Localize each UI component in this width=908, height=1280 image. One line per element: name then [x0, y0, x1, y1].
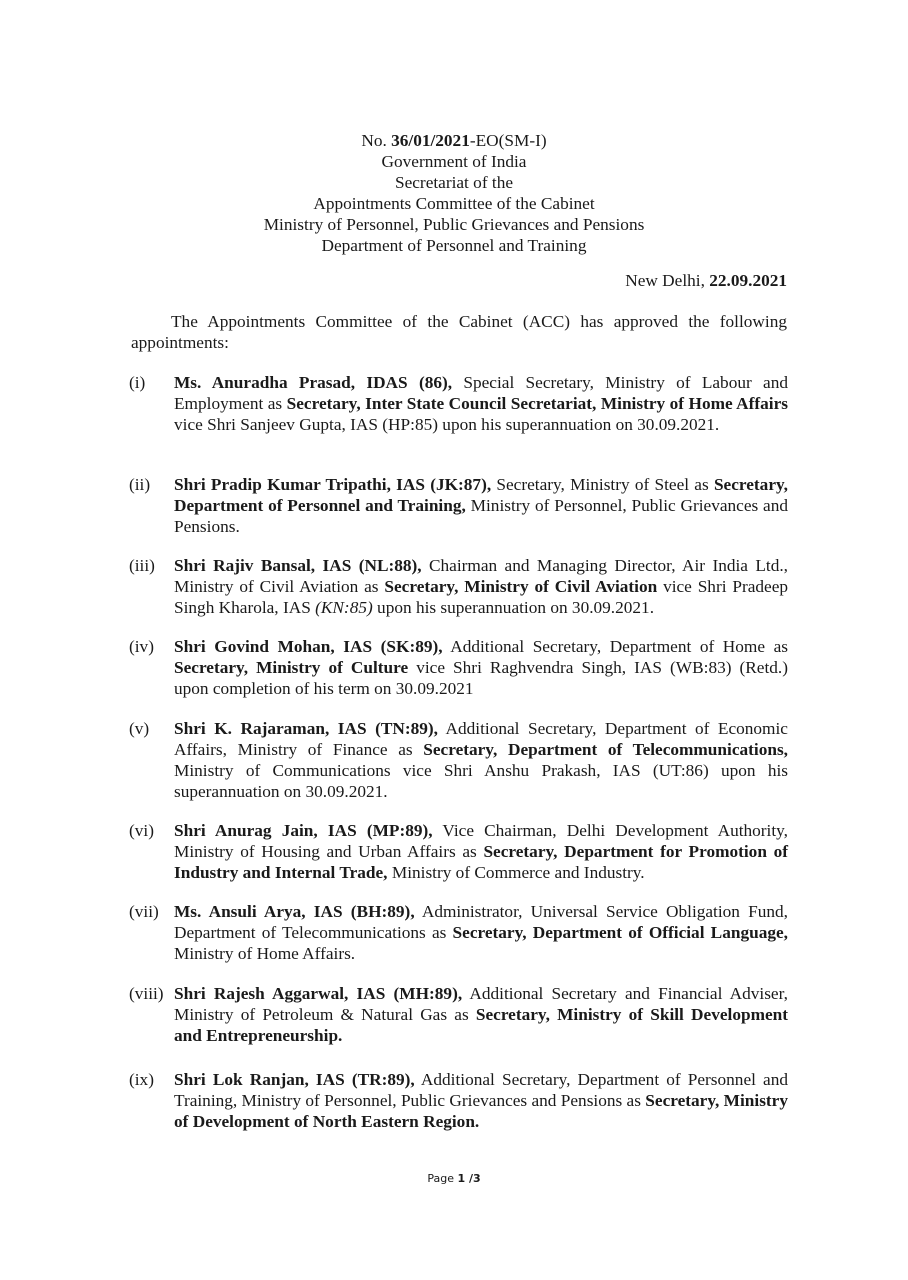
item-number: (ii): [129, 475, 151, 494]
item-text: Shri Govind Mohan, IAS (SK:89), Additional Secretary, Department of Home as Secretary, Ministry of Culture vice Shri Raghvendra Singh, IAS (WB:83) (Retd.) upon completion of his term on 30.09.2021: [174, 637, 789, 698]
item-text: Shri Rajesh Aggarwal, IAS (MH:89), Additional Secretary and Financial Adviser, Ministry of Petroleum & Natural Gas as Secretary, Ministry of Skill Development and Entrepreneurship.: [174, 984, 788, 1045]
item-text: Shri Lok Ranjan, IAS (TR:89), Additional Secretary, Department of Personnel and Training, Ministry of Personnel, Public Grievances and Pensions as Secretary, Ministry of Development of North Eastern Region.: [174, 1070, 789, 1131]
item-text: Ms. Ansuli Arya, IAS (BH:89), Administrator, Universal Service Obligation Fund, Department of Telecommunications as Secretary, Department of Official Language, Ministry of Home Affairs.: [174, 902, 788, 963]
item-number: (i): [129, 373, 146, 392]
header-secretariat: Secretariat of the: [394, 173, 514, 192]
item-number: (vi): [129, 821, 154, 840]
header-committee: Appointments Committee of the Cabinet: [313, 194, 595, 213]
item-text: Ms. Anuradha Prasad, IDAS (86), Special Secretary, Ministry of Labour and Employment as Secretary, Inter State Council Secretariat, Ministry of Home Affairs vice Shri Sanjeev Gupta, IAS (HP:85) upon his superannuation on 30.09.2021.: [174, 373, 789, 434]
item-text: Shri K. Rajaraman, IAS (TN:89), Additional Secretary, Department of Economic Affairs, Ministry of Finance as Secretary, Department of Telecommunications, Ministry of Communications vice Shri Anshu Prakash, IAS (UT:86) upon his superannuation on 30.09.2021.: [174, 719, 788, 801]
item-number: (v): [129, 719, 150, 738]
item-text: Shri Pradip Kumar Tripathi, IAS (JK:87), Secretary, Ministry of Steel as Secretary, Department of Personnel and Training, Ministry of Personnel, Public Grievances and Pensions.: [174, 475, 789, 536]
document-header: [0, 130, 908, 256]
item-number: (iii): [129, 556, 155, 575]
item-text: Shri Anurag Jain, IAS (MP:89), Vice Chairman, Delhi Development Authority, Ministry of Housing and Urban Affairs as Secretary, Department for Promotion of Industry and Internal Trade, Ministry of Commerce and Industry.: [174, 821, 788, 882]
item-text: Shri Rajiv Bansal, IAS (NL:88), Chairman and Managing Director, Air India Ltd., Ministry of Civil Aviation as Secretary, Ministry of Civil Aviation vice Shri Pradeep Singh Kharola, IAS (KN:85) upon his superannuation on 30.09.2021.: [174, 556, 789, 617]
reference-number: No. 36/01/2021-EO(SM-I): [361, 131, 547, 150]
header-ministry: Ministry of Personnel, Public Grievances and Pensions: [263, 215, 645, 234]
header-government: Government of India: [381, 152, 527, 171]
dateline: New Delhi, 22.09.2021: [625, 271, 787, 290]
intro-paragraph: The Appointments Committee of the Cabinet (ACC) has approved the following appointments:: [131, 312, 787, 352]
item-number: (viii): [129, 984, 164, 1003]
header-department: Department of Personnel and Training: [321, 236, 587, 255]
item-number: (iv): [129, 637, 154, 656]
page-footer: Page 1 /3: [427, 1172, 481, 1185]
item-number: (vii): [129, 902, 159, 921]
item-number: (ix): [129, 1070, 154, 1089]
